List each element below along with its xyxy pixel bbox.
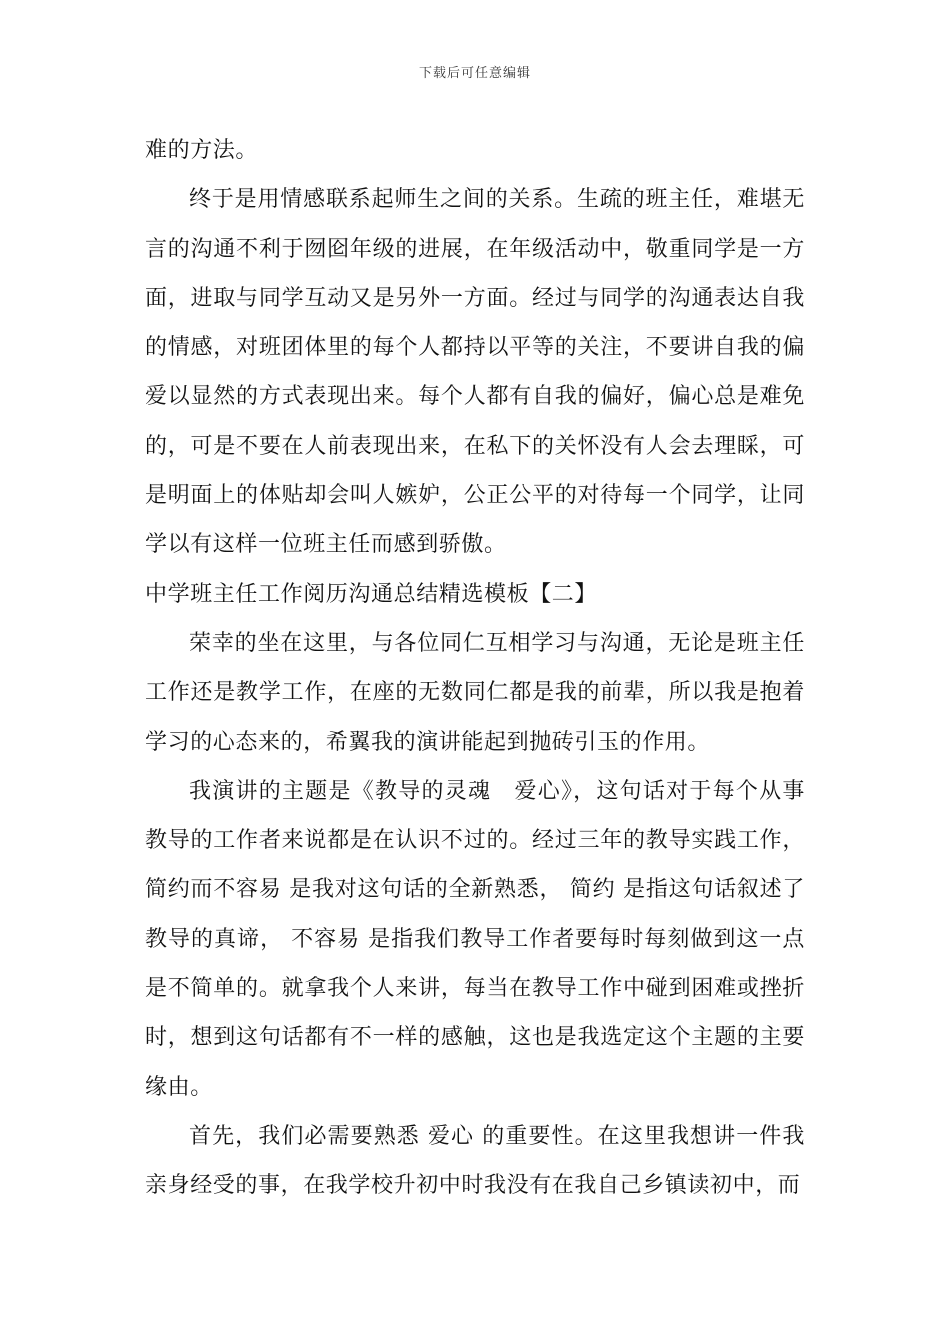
section-heading: 中学班主任工作阅历沟通总结精选模板【二】 [145, 581, 598, 607]
paragraph: 荣幸的坐在这里，与各位同仁互相学习与沟通，无论是班主任工作还是教学工作，在座的无数同仁都是我的前辈，所以我是抱着学习的心态来的，希翼我的演讲能起到抛砖引玉的作用。 [145, 630, 805, 755]
header-note: 下载后可任意编辑 [418, 66, 531, 81]
document-body [145, 126, 805, 1211]
paragraph: 终于是用情感联系起师生之间的关系。生疏的班主任，难堪无言的沟通不利于囫囵年级的进展，在年级活动中，敬重同学是一方面，进取与同学互动又是另外一方面。经过与同学的沟通表达自我的情感，对班团体里的每个人都持以平等的关注，不要讲自我的偏爱以显然的方式表现出来。每个人都有自我的偏好，偏心总是难免的，可是不要在人前表现出来，在私下的关怀没有人会去理睬，可是明面上的体贴却会叫人嫉妒，公正公平的对待每一个同学，让同学以有这样一位班主任而感到骄傲。 [145, 187, 805, 558]
paragraph: 首先，我们必需要熟悉 爱心 的重要性。在这里我想讲一件我亲身经受的事，在我学校升初中时我没有在我自己乡镇读初中，而 [145, 1123, 805, 1199]
paragraph-continuation: 难的方法。 [145, 138, 259, 163]
paragraph: 我演讲的主题是《教导的灵魂 爱心》，这句话对于每个从事教导的工作者来说都是在认识不过的。经过三年的教导实践工作，简约而不容易 是我对这句话的全新熟悉， 简约 是指这句话叙述了教导的真谛， 不容易 是指我们教导工作者要每时每刻做到这一点是不简单的。就拿我个人来讲，每当在教导工作中碰到困难或挫折时，想到这句话都有不一样的感触，这也是我选定这个主题的主要缘由。 [145, 778, 805, 1100]
